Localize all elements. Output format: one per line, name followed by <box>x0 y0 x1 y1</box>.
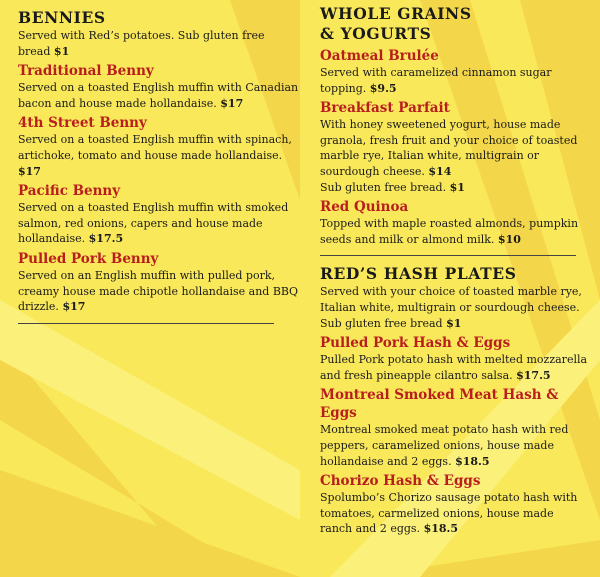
item-description: With honey sweetened yogurt, house made granola, fresh fruit and your choice of toasted marble rye, Italian white, multigrain or sourdough cheese. $14 Sub gluten free bread. $1 <box>320 118 578 194</box>
item-name: Oatmeal Brulée <box>320 48 439 64</box>
item-description: Spolumbo’s Chorizo sausage potato hash with tomatoes, carmelized onions, house made ranch and 2 eggs. $18.5 <box>320 491 578 536</box>
item-price: $10 <box>497 232 521 246</box>
menu-item <box>18 250 300 315</box>
grains-heading-line1: WHOLE GRAINS <box>320 4 472 23</box>
bennies-intro: Served with Red’s potatoes. Sub gluten free bread $1 <box>18 29 265 58</box>
hash-plates-section <box>320 264 588 537</box>
bennies-heading: BENNIES <box>18 8 106 27</box>
item-description: Served on a toasted English muffin with spinach, artichoke, tomato and house made hollandaise. $17 <box>18 133 292 178</box>
item-price: $17 <box>62 300 86 314</box>
menu-item <box>320 334 588 383</box>
item-extra: Sub gluten free bread. <box>320 180 447 194</box>
whole-grains-section <box>320 4 588 537</box>
section-divider <box>320 255 576 256</box>
section-divider <box>18 323 274 324</box>
menu-item <box>18 114 300 179</box>
grains-heading-line2: & YOGURTS <box>320 24 432 43</box>
item-price: $17 <box>220 96 244 110</box>
menu-item <box>320 472 588 537</box>
item-price: $17 <box>18 164 41 178</box>
item-name: Pacific Benny <box>18 183 121 200</box>
menu-item <box>18 182 300 247</box>
item-description: Served on an English muffin with pulled pork, creamy house made chipotle hollandaise and BBQ drizzle. $17 <box>18 268 299 314</box>
item-description: Montreal smoked meat potato hash with red peppers, caramelized onions, house made hollandaise and 2 eggs. $18.5 <box>320 423 569 468</box>
bennies-section <box>18 8 300 332</box>
item-price: $17.5 <box>516 368 551 382</box>
menu-item <box>320 386 588 469</box>
hash-intro: Served with your choice of toasted marble rye, Italian white, multigrain or sourdough cheese. Sub gluten free bread $1 <box>320 285 582 330</box>
item-price: $9.5 <box>369 81 397 95</box>
item-price: $14 <box>428 164 452 178</box>
item-price: $18.5 <box>423 522 459 536</box>
item-description: Pulled Pork potato hash with melted mozzarella and fresh pineapple cilantro salsa. $17.5 <box>320 353 588 382</box>
menu-item <box>320 198 588 247</box>
menu-item <box>320 47 588 96</box>
item-name: Pulled Pork Hash & Eggs <box>320 335 511 352</box>
item-name: Traditional Benny <box>18 63 154 80</box>
menu-item <box>18 62 300 111</box>
item-name: Pulled Pork Benny <box>18 250 159 267</box>
hash-heading: RED’S HASH PLATES <box>320 264 517 284</box>
item-name: 4th Street Benny <box>18 115 147 132</box>
item-description: Topped with maple roasted almonds, pumpkin seeds and milk or almond milk. $10 <box>320 217 579 246</box>
item-price: $17.5 <box>88 232 124 246</box>
item-name: Red Quinoa <box>320 199 409 216</box>
item-extra-price: $1 <box>449 180 465 194</box>
menu-item <box>320 99 588 195</box>
item-name: Chorizo Hash & Eggs <box>320 473 481 490</box>
item-description: Served on a toasted English muffin with smoked salmon, red onions, capers and house made hollandaise. $17.5 <box>18 201 289 246</box>
item-price: $18.5 <box>455 454 490 468</box>
item-name: Montreal Smoked Meat Hash & Eggs <box>320 387 559 422</box>
item-description: Served on a toasted English muffin with Canadian bacon and house made hollandaise. $17 <box>18 81 299 110</box>
item-name: Breakfast Parfait <box>320 100 450 117</box>
item-description: Served with caramelized cinnamon sugar topping. $9.5 <box>320 66 552 95</box>
